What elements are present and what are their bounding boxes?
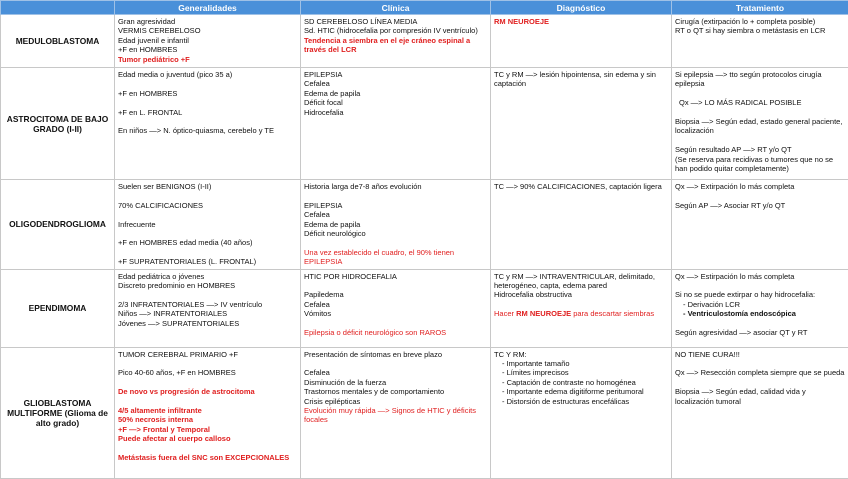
cell-tratamiento: NO TIENE CURA!!! Qx —> Resección completa siempre que se pueda Biopsia —> Según edad, calidad vida y localización tumoral bbox=[672, 347, 848, 478]
cell-tratamiento: Qx —> Estirpación lo más completa Si no se puede extirpar o hay hidrocefalia: - Derivación LCR - Ventriculostomía endoscópica Según agresividad —> asociar QT y RT bbox=[672, 269, 848, 347]
row-name: MEDULOBLASTOMA bbox=[1, 15, 115, 68]
cell-clinica: Presentación de síntomas en breve plazo Cefalea Disminución de la fuerza Trastornos mentales y de comportamiento Crisis epilépticas Evolución muy rápida —> Signos de HTIC y déficits focales bbox=[301, 347, 491, 478]
row-name: ASTROCITOMA DE BAJO GRADO (I-II) bbox=[1, 68, 115, 180]
table-row bbox=[1, 68, 848, 180]
cell-generalidades: Gran agresividad VERMIS CEREBELOSO Edad juvenil e infantil +F en HOMBRES Tumor pediátrico +F bbox=[115, 15, 301, 68]
cell-generalidades: Edad media o juventud (pico 35 a) +F en HOMBRES +F en L. FRONTAL En niños —> N. óptico-quiasma, cerebelo y TE bbox=[115, 68, 301, 180]
cell-tratamiento: Qx —> Extirpación lo más completa Según AP —> Asociar RT y/o QT bbox=[672, 180, 848, 270]
row-name: EPENDIMOMA bbox=[1, 269, 115, 347]
cell-clinica: SD CEREBELOSO LÍNEA MEDIA Sd. HTIC (hidrocefalia por compresión IV ventrículo) Tendencia a siembra en el eje cráneo espinal a través del LCR bbox=[301, 15, 491, 68]
table-row bbox=[1, 347, 848, 478]
cell-generalidades: Suelen ser BENIGNOS (I-II) 70% CALCIFICACIONES Infrecuente +F en HOMBRES edad media (40 años) +F SUPRATENTORIALES (L. FRONTAL) bbox=[115, 180, 301, 270]
header-clinica: Clínica bbox=[301, 1, 491, 15]
cell-generalidades: TUMOR CEREBRAL PRIMARIO +F Pico 40-60 años, +F en HOMBRES De novo vs progresión de astrocitoma 4/5 altamente infiltrante 50% necrosis interna +F —> Frontal y Temporal Puede afectar al cuerpo calloso Metástasis fuera del SNC son EXCEPCIONALES bbox=[115, 347, 301, 478]
cell-diagnostico: TC y RM —> INTRAVENTRICULAR, delimitado, heterogéneo, capta, edema pared Hidrocefalia obstructiva Hacer RM NEUROEJE para descartar siembras bbox=[491, 269, 672, 347]
cell-diagnostico: RM NEUROEJE bbox=[491, 15, 672, 68]
row-name: GLIOBLASTOMA MULTIFORME (Glioma de alto grado) bbox=[1, 347, 115, 478]
cell-tratamiento: Cirugía (extirpación lo + completa posible) RT o QT si hay siembra o metástasis en LCR bbox=[672, 15, 848, 68]
row-name: OLIGODENDROGLIOMA bbox=[1, 180, 115, 270]
cell-clinica: Historia larga de7-8 años evolución EPILEPSIA Cefalea Edema de papila Déficit neurológico Una vez establecido el cuadro, el 90% tienen EPILEPSIA bbox=[301, 180, 491, 270]
cell-clinica: EPILEPSIA Cefalea Edema de papila Déficit focal Hidrocefalia bbox=[301, 68, 491, 180]
table-row bbox=[1, 180, 848, 270]
table-row bbox=[1, 15, 848, 68]
header-tratamiento: Tratamiento bbox=[672, 1, 848, 15]
table-row bbox=[1, 269, 848, 347]
cell-generalidades: Edad pediátrica o jóvenes Discreto predominio en HOMBRES 2/3 INFRATENTORIALES —> IV ventrículo Niños —> INFRATENTORIALES Jóvenes —> SUPRATENTORIALES bbox=[115, 269, 301, 347]
cell-diagnostico: TC —> 90% CALCIFICACIONES, captación ligera bbox=[491, 180, 672, 270]
cell-tratamiento: Si epilepsia —> tto según protocolos cirugía epilepsia Qx —> LO MÁS RADICAL POSIBLE Biopsia —> Según edad, estado general paciente, localización Según resultado AP —> RT y/o QT (Se reserva para recidivas o tumores que no se han podido quitar completamente) bbox=[672, 68, 848, 180]
cell-diagnostico: TC y RM —> lesión hipointensa, sin edema y sin captación bbox=[491, 68, 672, 180]
header-diagnostico: Diagnóstico bbox=[491, 1, 672, 15]
cell-clinica: HTIC POR HIDROCEFALIA Papiledema Cefalea Vómitos Epilepsia o déficit neurológico son RAROS bbox=[301, 269, 491, 347]
header-row bbox=[1, 1, 848, 15]
header-corner bbox=[1, 1, 115, 15]
cell-diagnostico: TC Y RM: - Importante tamaño - Límites imprecisos - Captación de contraste no homogénea - Importante edema digitiforme peritumoral - Distorsión de estructuras encefálicas bbox=[491, 347, 672, 478]
header-generalidades: Generalidades bbox=[115, 1, 301, 15]
